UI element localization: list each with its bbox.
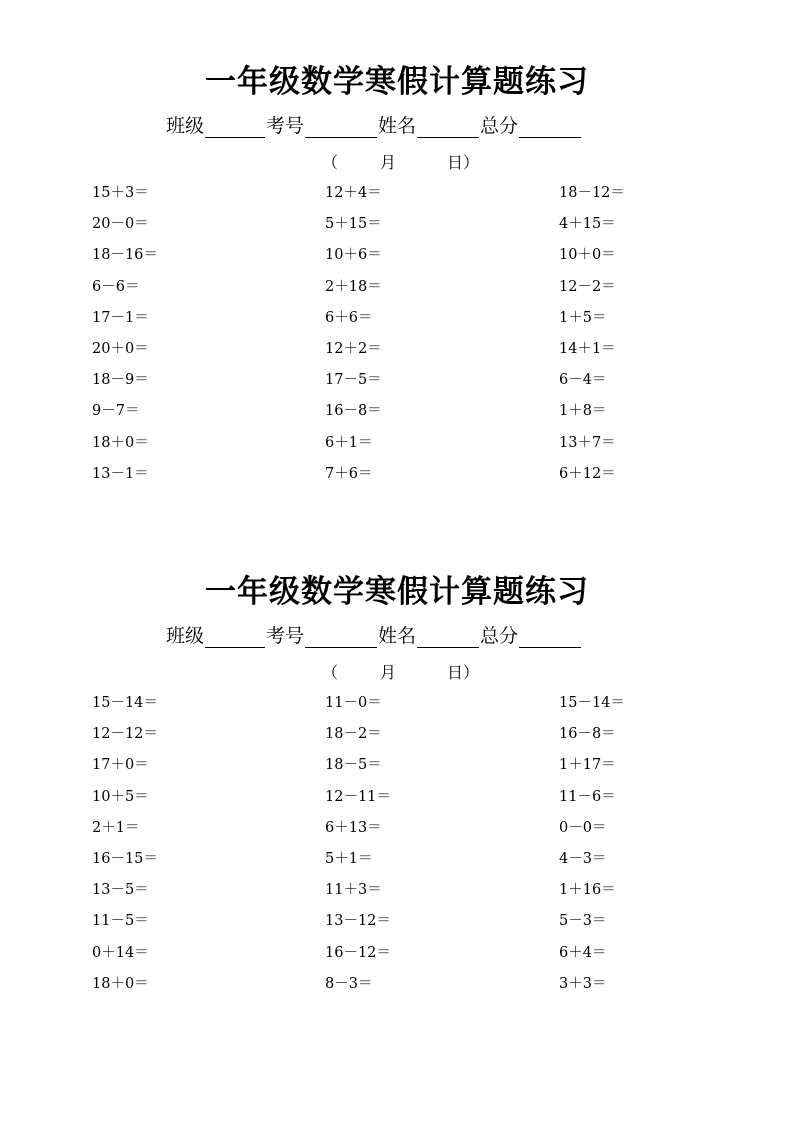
exam-number-label: 考号: [266, 115, 305, 137]
problem-item: 18－2＝: [325, 726, 382, 743]
problem-item: 5＋1＝: [325, 850, 373, 867]
problem-item: 6＋13＝: [325, 819, 382, 836]
date-open-paren: （: [322, 153, 339, 172]
problem-item: 0＋14＝: [92, 944, 149, 961]
problem-column: [92, 688, 158, 1000]
problem-item: 5－3＝: [559, 913, 607, 930]
problem-item: 1＋17＝: [559, 757, 616, 774]
problem-item: 16－8＝: [559, 726, 616, 743]
problem-item: 8－3＝: [325, 975, 373, 992]
problem-item: 12－2＝: [559, 278, 616, 295]
score-label: 总分: [480, 625, 519, 647]
class-label: 班级: [166, 625, 205, 647]
problem-item: 18－5＝: [325, 757, 382, 774]
problem-column: [325, 688, 391, 1000]
date-open-paren: （: [322, 663, 339, 682]
problem-item: 6－4＝: [559, 372, 607, 389]
class-label: 班级: [166, 115, 205, 137]
problem-item: 10＋0＝: [559, 247, 616, 264]
problem-item: 12＋4＝: [325, 185, 382, 201]
problem-item: 17－5＝: [325, 372, 382, 389]
worksheet-2: [0, 570, 794, 998]
problem-item: 9－7＝: [92, 403, 140, 420]
name-blank[interactable]: [417, 629, 479, 648]
problem-column: [325, 178, 382, 490]
problem-item: 15－14＝: [559, 695, 625, 711]
problem-item: 4＋15＝: [559, 216, 616, 233]
problem-item: 11－6＝: [559, 788, 616, 805]
problem-item: 6＋12＝: [559, 465, 616, 482]
problem-item: 11－5＝: [92, 913, 149, 930]
exam-number-blank[interactable]: [305, 119, 377, 138]
problem-column: [559, 178, 625, 490]
date-day-label: 日）: [447, 153, 480, 172]
worksheet-title: 一年级数学寒假计算题练习: [205, 64, 589, 100]
name-label: 姓名: [378, 115, 417, 137]
problem-item: 1＋8＝: [559, 403, 607, 420]
problem-item: 7＋6＝: [325, 465, 373, 482]
exam-number-blank[interactable]: [305, 629, 377, 648]
problem-item: 20－0＝: [92, 216, 149, 233]
problem-item: 13＋7＝: [559, 434, 616, 451]
worksheet-title: 一年级数学寒假计算题练习: [205, 574, 589, 610]
problem-item: 17－1＝: [92, 309, 149, 326]
problem-item: 1＋16＝: [559, 882, 616, 899]
problem-item: 18－12＝: [559, 185, 625, 201]
problem-item: 20＋0＝: [92, 340, 149, 357]
problem-item: 18－16＝: [92, 247, 158, 264]
problem-item: 13－1＝: [92, 465, 149, 482]
student-info-line: [166, 104, 616, 138]
date-line: [0, 648, 794, 688]
score-blank[interactable]: [519, 629, 581, 648]
problem-item: 6－6＝: [92, 278, 140, 295]
problem-item: 3＋3＝: [559, 975, 607, 992]
problem-item: 2＋1＝: [92, 819, 140, 836]
problem-item: 1＋5＝: [559, 309, 607, 326]
problem-item: 10＋6＝: [325, 247, 382, 264]
problem-item: 6＋4＝: [559, 944, 607, 961]
problem-item: 10＋5＝: [92, 788, 149, 805]
date-line: [0, 138, 794, 178]
problem-item: 13－5＝: [92, 882, 149, 899]
problem-item: 16－12＝: [325, 944, 391, 961]
problem-item: 18－9＝: [92, 372, 149, 389]
problem-item: 11－0＝: [325, 695, 382, 711]
problem-item: 18＋0＝: [92, 434, 149, 451]
worksheet-1: [0, 60, 794, 488]
problem-item: 5＋15＝: [325, 216, 382, 233]
problem-item: 6＋1＝: [325, 434, 373, 451]
date-day-label: 日）: [447, 663, 480, 682]
name-blank[interactable]: [417, 119, 479, 138]
date-month-label: 月: [380, 153, 397, 172]
problem-item: 16－15＝: [92, 850, 158, 867]
score-label: 总分: [480, 115, 519, 137]
exam-number-label: 考号: [266, 625, 305, 647]
problem-item: 0－0＝: [559, 819, 607, 836]
problem-item: 6＋6＝: [325, 309, 373, 326]
problem-grid: [0, 688, 794, 998]
problem-column: [559, 688, 625, 1000]
problem-item: 11＋3＝: [325, 882, 382, 899]
class-blank[interactable]: [205, 119, 265, 138]
problem-item: 12＋2＝: [325, 340, 382, 357]
problem-item: 16－8＝: [325, 403, 382, 420]
problem-item: 12－11＝: [325, 788, 391, 805]
problem-item: 2＋18＝: [325, 278, 382, 295]
date-month-label: 月: [380, 663, 397, 682]
problem-item: 15＋3＝: [92, 185, 149, 201]
student-info-line: [166, 614, 616, 648]
problem-column: [92, 178, 158, 490]
problem-item: 13－12＝: [325, 913, 391, 930]
name-label: 姓名: [378, 625, 417, 647]
problem-item: 4－3＝: [559, 850, 607, 867]
problem-item: 14＋1＝: [559, 340, 616, 357]
problem-grid: [0, 178, 794, 488]
score-blank[interactable]: [519, 119, 581, 138]
problem-item: 18＋0＝: [92, 975, 149, 992]
problem-item: 12－12＝: [92, 726, 158, 743]
class-blank[interactable]: [205, 629, 265, 648]
problem-item: 15－14＝: [92, 695, 158, 711]
problem-item: 17＋0＝: [92, 757, 149, 774]
